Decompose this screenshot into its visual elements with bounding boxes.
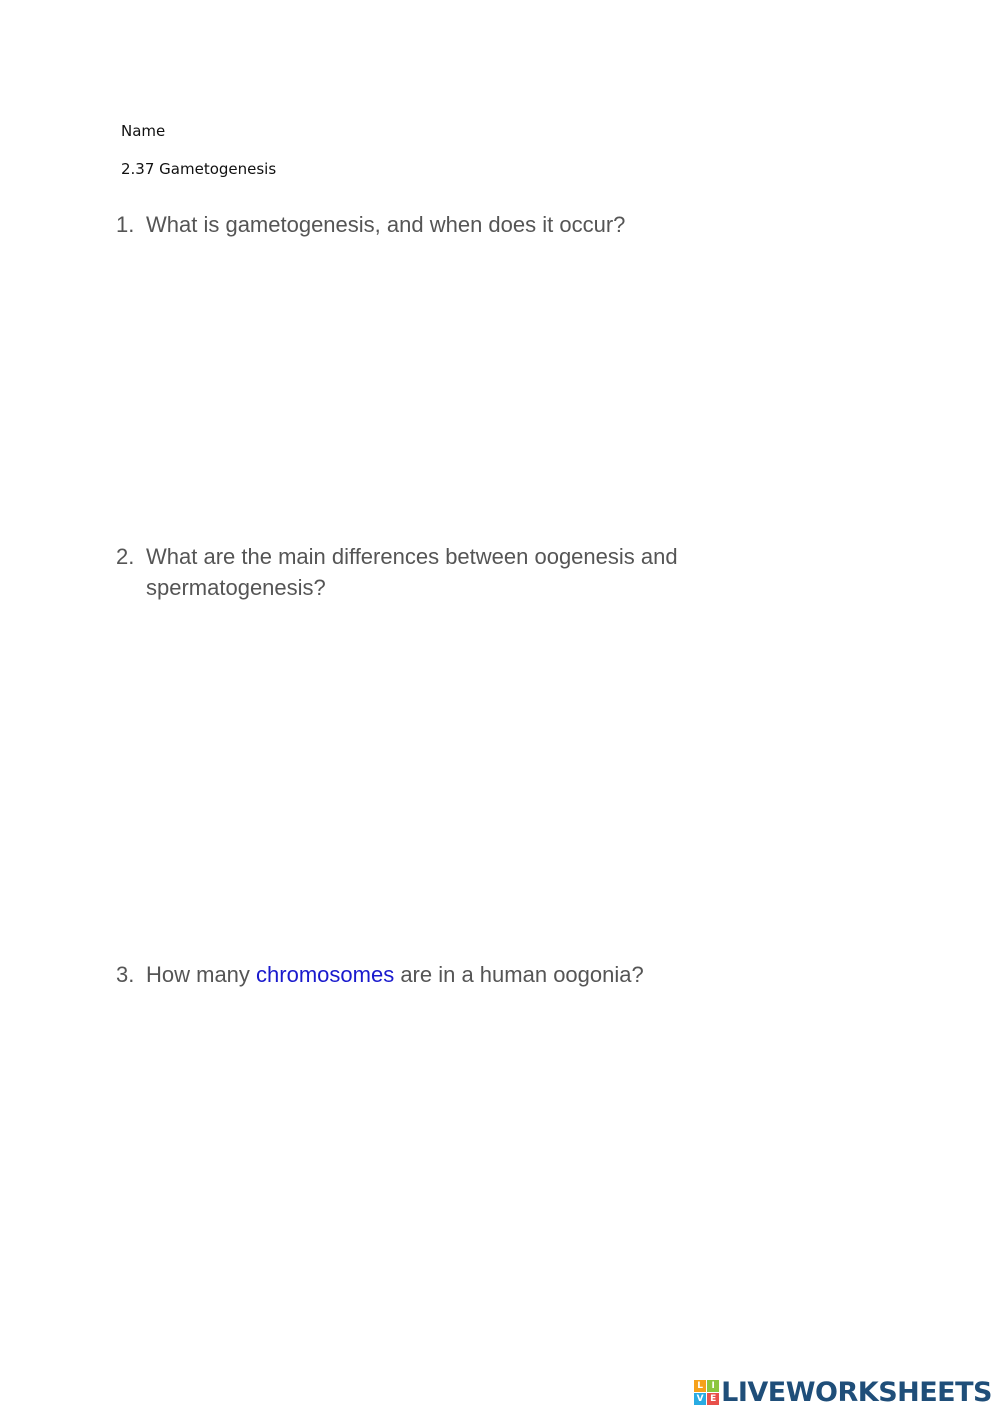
question-number: 3.	[116, 962, 135, 987]
question-text: What are the main differences between oogenesis and spermatogenesis?	[146, 544, 678, 600]
question-3	[116, 959, 736, 990]
question-text-end: are in a human oogonia?	[394, 962, 644, 987]
logo-letter: I	[707, 1380, 719, 1392]
logo-letter: L	[694, 1380, 706, 1392]
question-1	[116, 209, 736, 240]
liveworksheets-logo-icon	[694, 1380, 719, 1405]
question-text	[146, 959, 736, 990]
question-text-start: How many	[146, 962, 257, 987]
chromosomes-link[interactable]: chromosomes	[256, 962, 395, 987]
question-2	[116, 541, 736, 603]
logo-letter: V	[694, 1393, 706, 1405]
name-label: Name	[121, 122, 166, 140]
worksheet-title: 2.37 Gametogenesis	[121, 160, 277, 178]
question-number: 2.	[116, 544, 135, 569]
logo-letter: E	[707, 1393, 719, 1405]
liveworksheets-logo	[694, 1375, 992, 1409]
question-text: What is gametogenesis, and when does it occur?	[146, 212, 626, 237]
question-number: 1.	[116, 212, 135, 237]
liveworksheets-wordmark: LIVEWORKSHEETS	[721, 1376, 992, 1408]
